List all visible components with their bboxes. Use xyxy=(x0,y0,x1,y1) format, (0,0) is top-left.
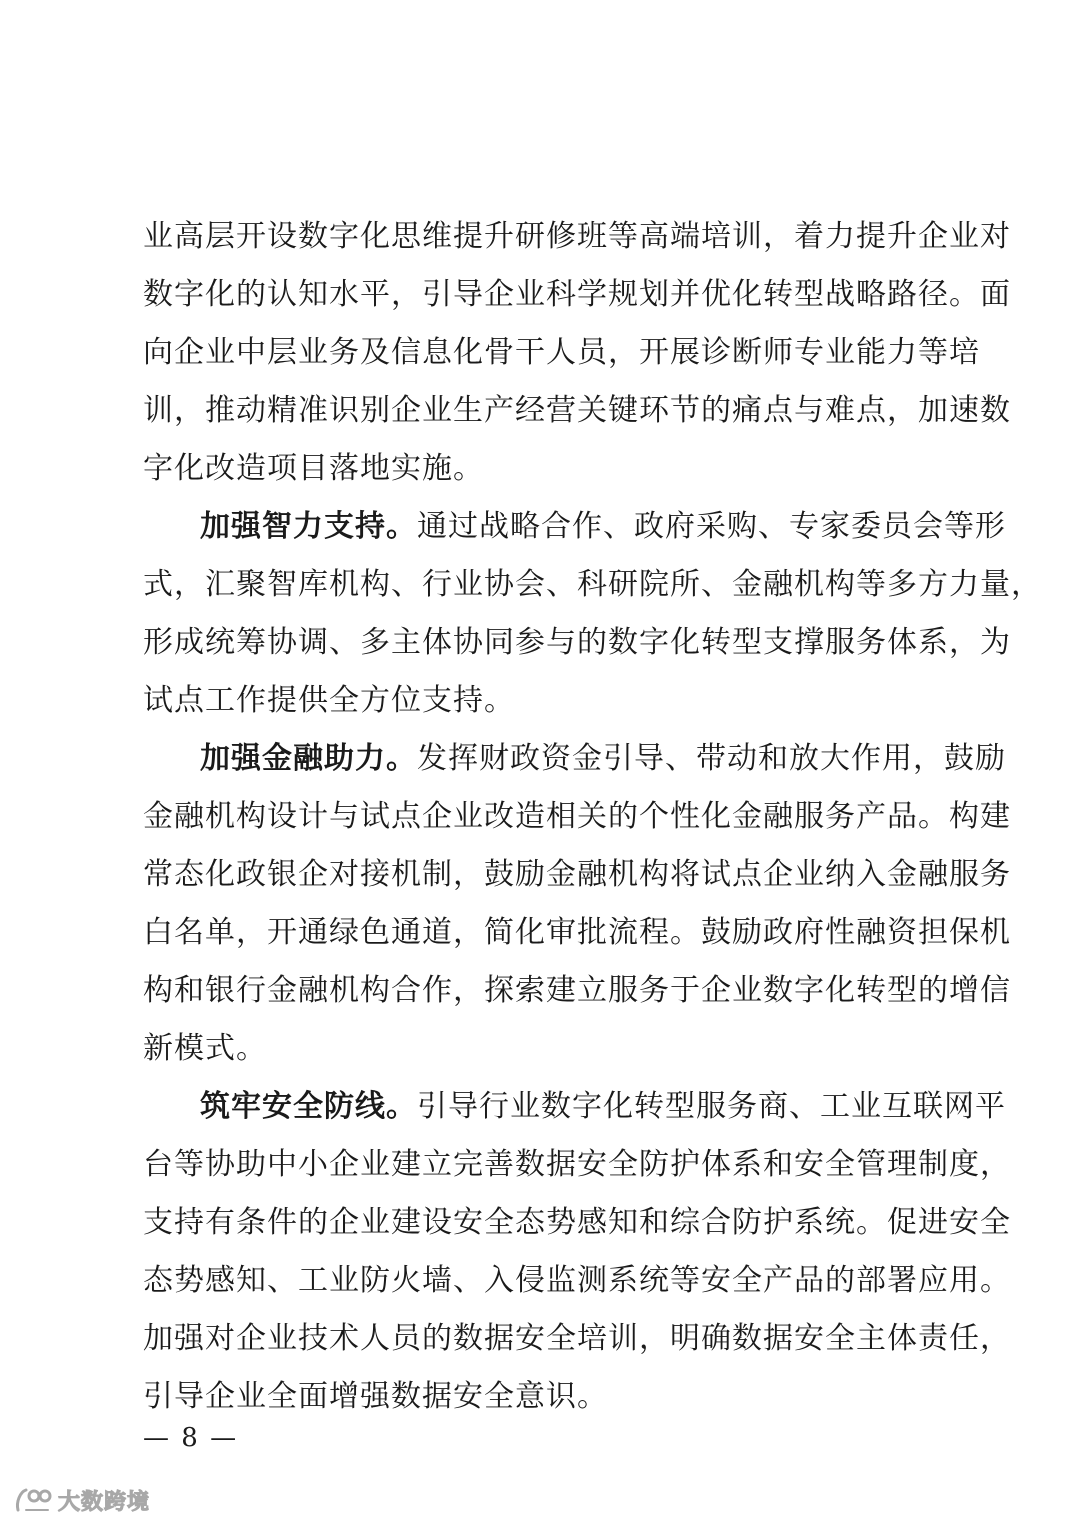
paragraph-2-line-1-text: 通过战略合作、政府采购、专家委员会等形 xyxy=(417,509,1006,544)
paragraph-3-line-1-text: 发挥财政资金引导、带动和放大作用，鼓励 xyxy=(417,741,1006,776)
paragraph-2-line-2: 式，汇聚智库机构、行业协会、科研院所、金融机构等多方力量， xyxy=(143,567,1042,602)
paragraph-4-line-1 xyxy=(200,1078,1006,1136)
paragraph-4-line-2: 台等协助中小企业建立完善数据安全防护体系和安全管理制度， xyxy=(143,1147,1011,1182)
paragraph-1-line-5: 字化改造项目落地实施。 xyxy=(143,451,484,486)
paragraph-4-line-5: 加强对企业技术人员的数据安全培训，明确数据安全主体责任， xyxy=(143,1321,1011,1356)
paragraph-1-line-2: 数字化的认知水平，引导企业科学规划并优化转型战略路径。面 xyxy=(143,277,1011,312)
paragraph-3-line-1 xyxy=(200,730,1006,788)
paragraph-2-line-4: 试点工作提供全方位支持。 xyxy=(143,683,515,718)
paragraph-4-line-1-text: 引导行业数字化转型服务商、工业互联网平 xyxy=(417,1089,1006,1124)
paragraph-3-line-2: 金融机构设计与试点企业改造相关的个性化金融服务产品。构建 xyxy=(143,799,1011,834)
paragraph-2-line-3: 形成统筹协调、多主体协同参与的数字化转型支撑服务体系，为 xyxy=(143,625,1011,660)
brand-logo-icon xyxy=(14,1484,54,1516)
page-number: — 8 — xyxy=(143,1423,239,1453)
paragraph-4-line-3: 支持有条件的企业建设安全态势感知和综合防护系统。促进安全 xyxy=(143,1205,1011,1240)
paragraph-1-line-4: 训，推动精准识别企业生产经营关键环节的痛点与难点，加速数 xyxy=(143,393,1011,428)
paragraph-2-heading: 加强智力支持。 xyxy=(200,509,417,544)
watermark-text: 大数跨境 xyxy=(58,1488,151,1514)
paragraph-3-line-3: 常态化政银企对接机制，鼓励金融机构将试点企业纳入金融服务 xyxy=(143,857,1011,892)
paragraph-3-line-6: 新模式。 xyxy=(143,1031,267,1066)
paragraph-3-line-4: 白名单，开通绿色通道，简化审批流程。鼓励政府性融资担保机 xyxy=(143,915,1011,950)
paragraph-3-line-5: 构和银行金融机构合作，探索建立服务于企业数字化转型的增信 xyxy=(143,973,1011,1008)
paragraph-4-line-4: 态势感知、工业防火墙、入侵监测系统等安全产品的部署应用。 xyxy=(143,1263,1011,1298)
paragraph-4-line-6: 引导企业全面增强数据安全意识。 xyxy=(143,1379,608,1414)
paragraph-1-line-3: 向企业中层业务及信息化骨干人员，开展诊断师专业能力等培 xyxy=(143,335,980,370)
paragraph-2-line-1 xyxy=(200,498,1006,556)
paragraph-3-heading: 加强金融助力。 xyxy=(200,741,417,776)
paragraph-1-line-1: 业高层开设数字化思维提升研修班等高端培训，着力提升企业对 xyxy=(143,219,1011,254)
paragraph-4-heading: 筑牢安全防线。 xyxy=(200,1089,417,1124)
watermark xyxy=(14,1480,150,1520)
